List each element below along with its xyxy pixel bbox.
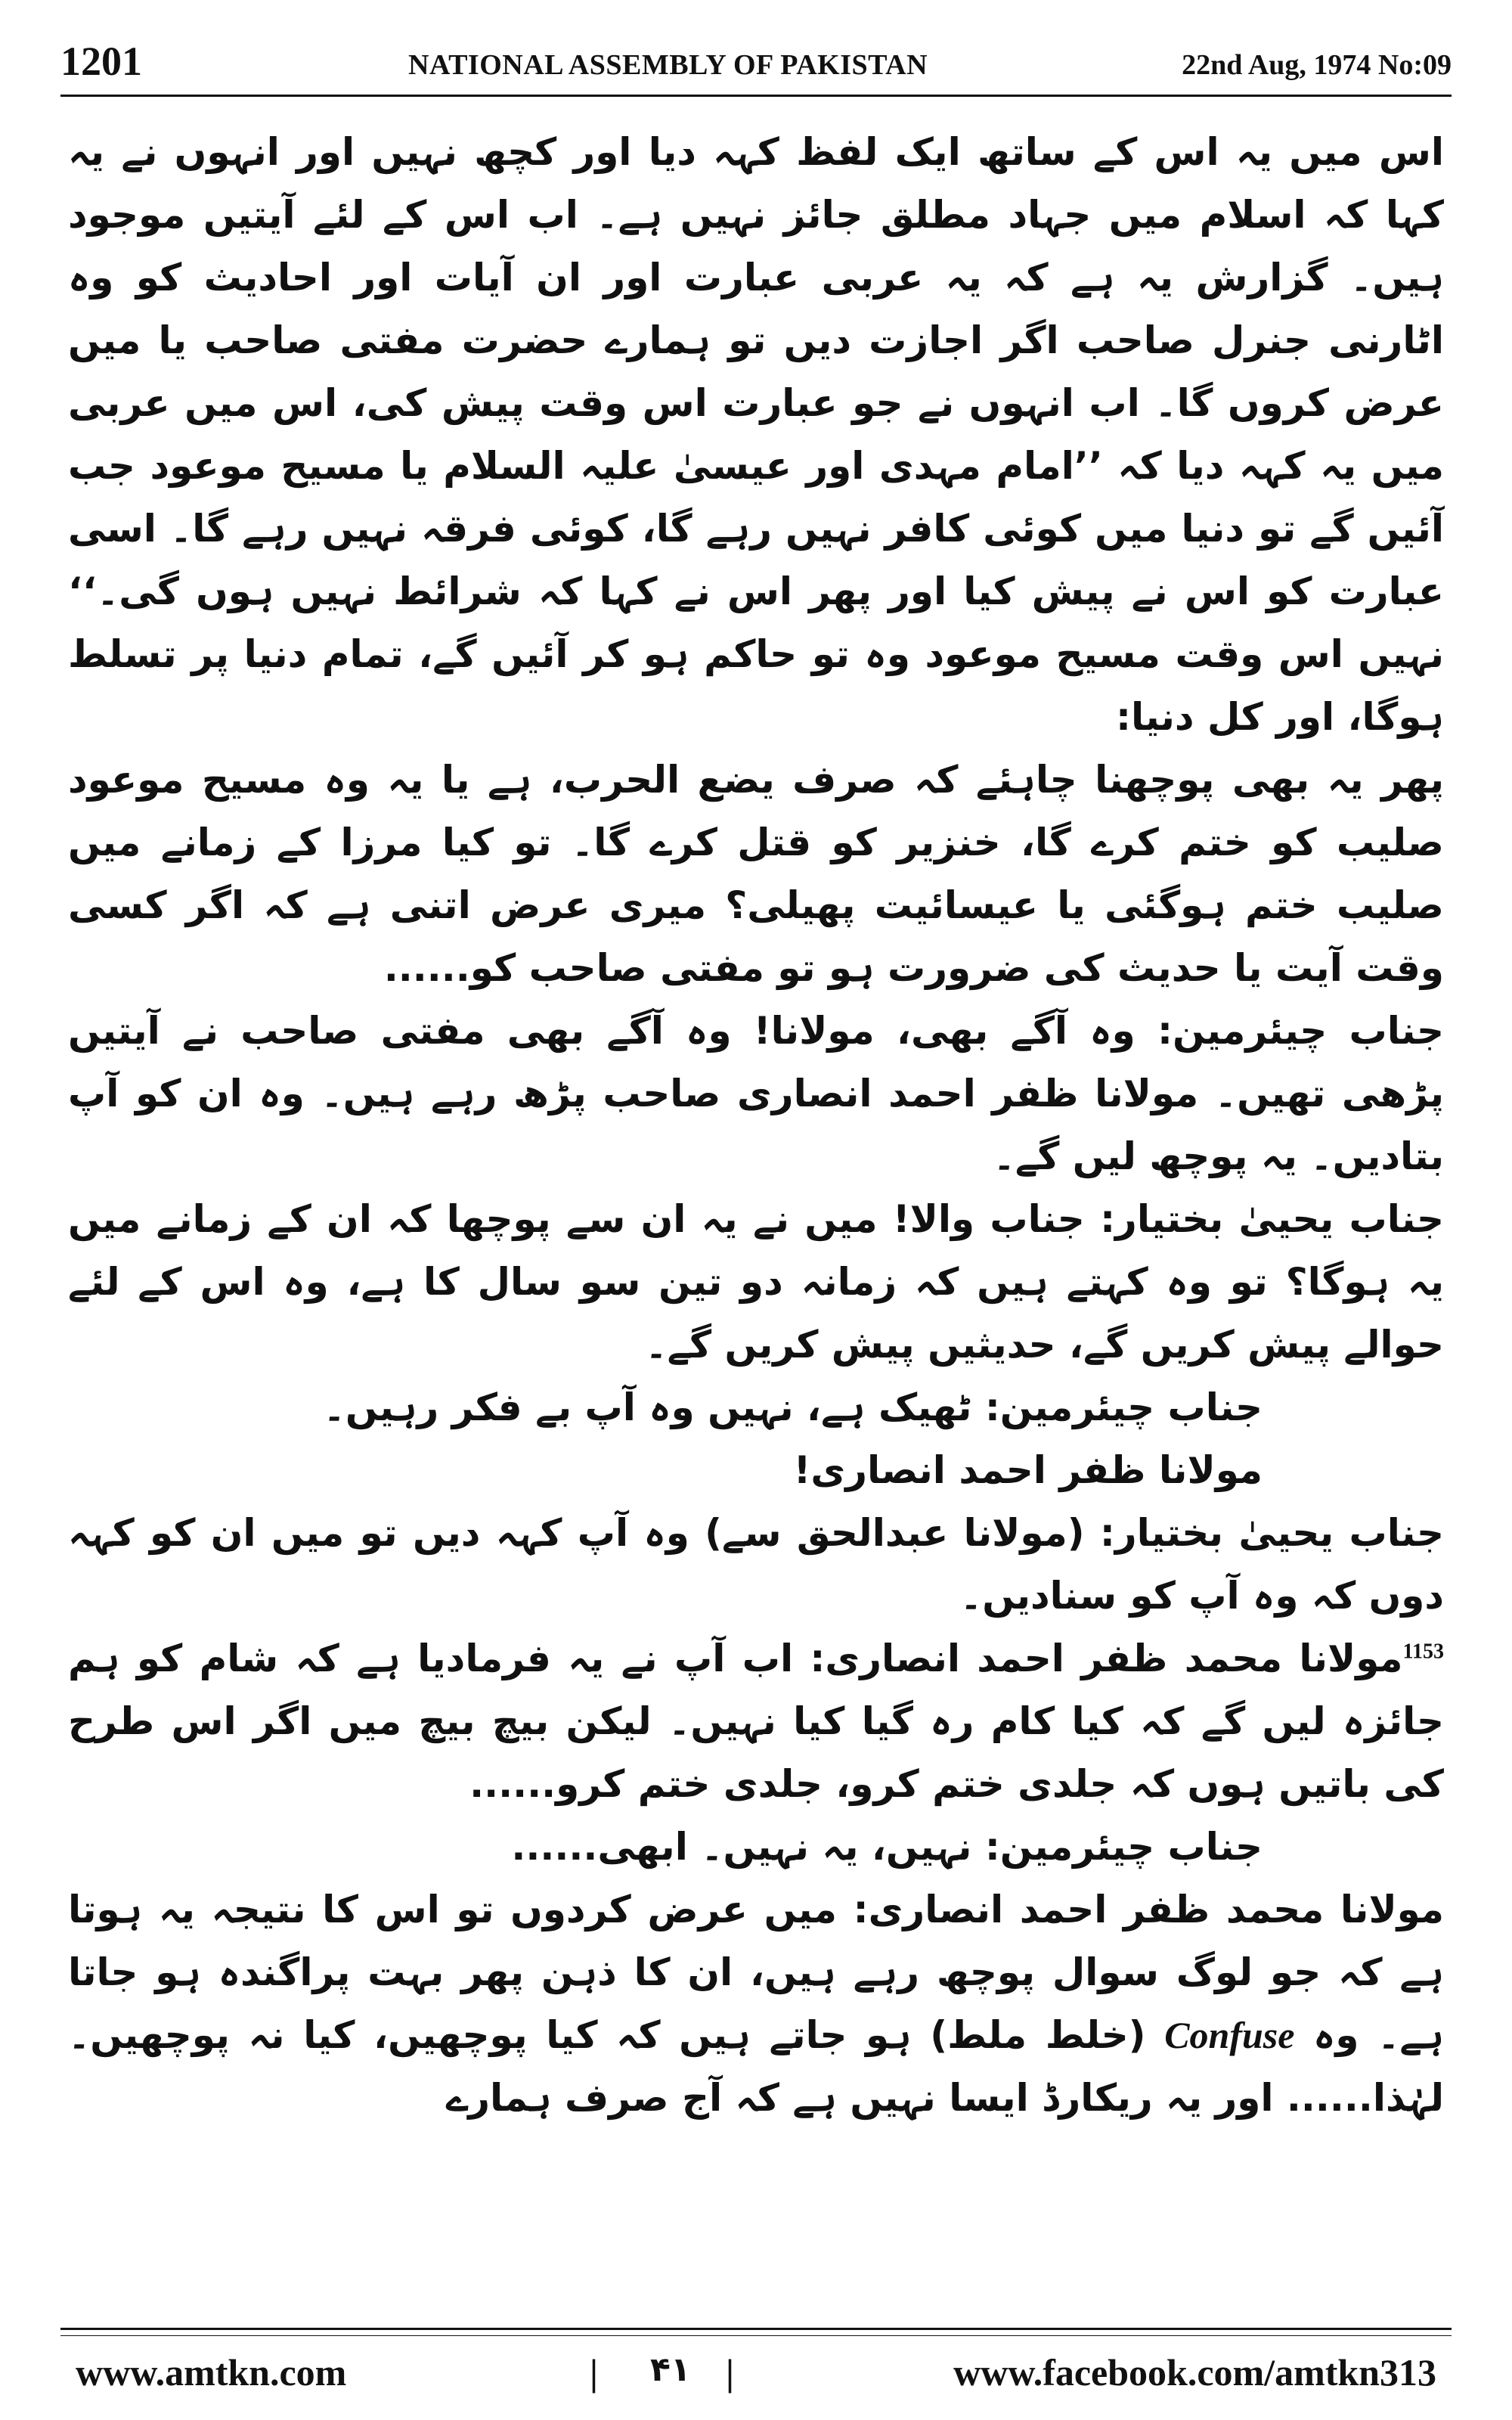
speech-text: نہیں، یہ نہیں۔ ابھی...... bbox=[511, 1825, 972, 1869]
header-rule bbox=[60, 95, 1452, 97]
speaker-label: جناب چیئرمین: bbox=[1157, 1009, 1444, 1053]
speech-text: جناب والا! میں نے یہ ان سے پوچھا کہ ان کے زمانے میں یہ ہوگا؟ تو وہ کہتے ہیں کہ زمانہ دو تین سو سال کا ہے، وہ اس کے لئے حوالے پیش کریں گے، حدیثیں پیش کریں گے۔ bbox=[68, 1197, 1444, 1367]
speech-text: ٹھیک ہے، نہیں وہ آپ بے فکر رہیں۔ bbox=[323, 1385, 972, 1429]
speech-text: اب آپ نے یہ فرمادیا ہے کہ شام کو ہم جائزہ لیں گے کہ کیا کام رہ گیا کیا نہیں۔ لیکن بیچ بیچ میں اگر اس طرح کی باتیں ہوں کہ جلدی ختم کرو، جلدی ختم کرو...... bbox=[68, 1637, 1444, 1806]
footer-facebook-link[interactable]: www.facebook.com/amtkn313 bbox=[953, 2351, 1436, 2394]
header-title: NATIONAL ASSEMBLY OF PAKISTAN bbox=[408, 49, 928, 81]
dialogue-chairman-1 bbox=[68, 1000, 1444, 1188]
footer-separator: | bbox=[590, 2351, 599, 2394]
speaker-label: مولانا محمد ظفر احمد انصاری: bbox=[853, 1888, 1444, 1931]
dialogue-call-ansari bbox=[68, 1439, 1444, 1502]
speaker-label: جناب یحییٰ بختیار: bbox=[1099, 1511, 1444, 1555]
speaker-label: جناب یحییٰ بختیار: bbox=[1100, 1197, 1444, 1241]
reference-number: 1153 bbox=[1402, 1640, 1444, 1664]
speech-text: (مولانا عبدالحق سے) وہ آپ کہہ دیں تو میں ان کو کہہ دوں کہ وہ آپ کو سنادیں۔ bbox=[68, 1511, 1444, 1618]
dialogue-yahya-1 bbox=[68, 1188, 1444, 1376]
speech-text: مولانا ظفر احمد انصاری! bbox=[793, 1448, 1263, 1492]
page-number: 1201 bbox=[60, 39, 142, 84]
dialogue-ansari-2 bbox=[68, 1879, 1444, 2130]
dialogue-yahya-2 bbox=[68, 1502, 1444, 1627]
header-date: 22nd Aug, 1974 No:09 bbox=[1182, 49, 1452, 81]
footer-separator: | bbox=[726, 2351, 735, 2394]
footer-rule-thin bbox=[60, 2335, 1452, 2336]
footer-page-number: ۴۱ bbox=[650, 2350, 691, 2389]
speaker-label: جناب چیئرمین: bbox=[984, 1385, 1263, 1429]
page-footer bbox=[60, 2350, 1452, 2403]
speaker-label: جناب چیئرمین: bbox=[984, 1825, 1263, 1869]
paragraph-2: پھر یہ بھی پوچھنا چاہئے کہ صرف یضع الحرب، ہے یا یہ وہ مسیح موعود صلیب کو ختم کرے گا، خنزیر کو قتل کرے گا۔ تو کیا مرزا کے زمانے میں صلیب ختم ہوگئی یا عیسائیت پھیلی؟ میری عرض اتنی ہے کہ اگر کسی وقت آیت یا حدیث کی ضرورت ہو تو مفتی صاحب کو...... bbox=[68, 758, 1444, 990]
document-body bbox=[68, 121, 1444, 2238]
page-header bbox=[60, 38, 1452, 91]
speech-text: وہ آگے بھی، مولانا! وہ آگے بھی مفتی صاحب نے آیتیں پڑھی تھیں۔ مولانا ظفر احمد انصاری صاحب پڑھ رہے ہیں۔ وہ ان کو آپ بتادیں۔ یہ پوچھ لیں گے۔ bbox=[68, 1009, 1444, 1178]
footer-rule bbox=[60, 2328, 1452, 2330]
english-term: Confuse bbox=[1164, 2014, 1295, 2056]
dialogue-ansari-1 bbox=[68, 1627, 1444, 1816]
speech-text: میں عرض کردوں تو اس کا نتیجہ یہ ہوتا ہے کہ جو لوگ سوال پوچھ رہے ہیں، ان کا ذہن پھر بہت پراگندہ ہو جاتا ہے۔ وہ bbox=[68, 1888, 1444, 2057]
dialogue-chairman-2 bbox=[68, 1376, 1444, 1439]
speech-text: (خلط ملط) ہو جاتے ہیں کہ کیا پوچھیں، کیا نہ پوچھیں۔ لہٰذا...... اور یہ ریکارڈ ایسا نہیں ہے کہ آج صرف ہمارے bbox=[68, 2013, 1444, 2120]
speaker-label: مولانا محمد ظفر احمد انصاری: bbox=[810, 1637, 1403, 1680]
dialogue-chairman-3 bbox=[68, 1816, 1444, 1879]
footer-website-link[interactable]: www.amtkn.com bbox=[76, 2351, 347, 2394]
paragraph-1: اس میں یہ اس کے ساتھ ایک لفظ کہہ دیا اور کچھ نہیں اور انہوں نے یہ کہا کہ اسلام میں جہاد مطلق جائز نہیں ہے۔ اب اس کے لئے آیتیں موجود ہیں۔ گزارش یہ ہے کہ یہ عربی عبارت اور ان آیات اور احادیث کو وہ اٹارنی جنرل صاحب اگر اجازت دیں تو ہمارے حضرت مفتی صاحب یا میں عرض کروں گا۔ اب انہوں نے جو عبارت اس وقت پیش کی، اس میں عربی میں یہ کہہ دیا کہ ’’امام مہدی اور عیسیٰ علیہ السلام یا مسیح موعود جب آئیں گے تو دنیا میں کوئی کافر نہیں رہے گا، کوئی فرقہ نہیں رہے گا۔ اسی عبارت کو اس نے پیش کیا اور پھر اس نے کہا کہ شرائط نہیں ہوں گی۔‘‘ نہیں اس وقت مسیح موعود وہ تو حاکم ہو کر آئیں گے، تمام دنیا پر تسلط ہوگا، اور کل دنیا: bbox=[68, 130, 1444, 739]
